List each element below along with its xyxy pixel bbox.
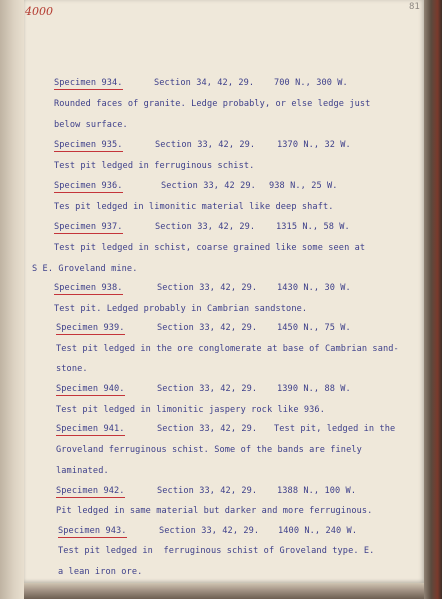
section-ref: Section 33, 42, 29.	[155, 140, 256, 150]
handwritten-page-number: 4000	[25, 5, 53, 18]
coordinates: 700 N., 300 W.	[274, 78, 348, 88]
specimen-label: Specimen 940.	[56, 384, 125, 394]
binding-edge	[424, 0, 442, 599]
coordinates: 1400 N., 240 W.	[278, 526, 358, 536]
section-ref: Section 33, 42, 29.	[157, 486, 258, 496]
entry-text: laminated.	[56, 466, 109, 476]
entry-text: Test pit ledged in ferruginous schist.	[54, 161, 255, 171]
previous-page-edge	[0, 0, 25, 599]
coordinates: 1390 N., 88 W.	[277, 384, 351, 394]
specimen-label: Specimen 942.	[56, 486, 125, 496]
entry-text: below surface.	[54, 120, 128, 130]
specimen-label: Specimen 941.	[56, 424, 125, 434]
entry-text: Test pit ledged in ferruginous schist of Groveland type. E.	[58, 546, 375, 556]
entry-text: Test pit ledged in schist, coarse grained like some seen at	[54, 243, 366, 253]
specimen-label: Specimen 937.	[54, 222, 123, 232]
section-ref: Section 33, 42, 29.	[157, 283, 258, 293]
entry-text: Groveland ferruginous schist. Some of the bands are finely	[56, 445, 362, 455]
section-ref: Section 33, 42, 29.	[157, 323, 258, 333]
specimen-label: Specimen 939.	[56, 323, 125, 333]
section-ref: Section 33, 42, 29.	[155, 222, 256, 232]
entry-text: Test pit ledged in limonitic jaspery rock like 936.	[56, 405, 325, 415]
entry-text: a lean iron ore.	[58, 567, 143, 577]
coordinates: 1370 N., 32 W.	[277, 140, 351, 150]
section-ref: Section 33, 42 29.	[161, 181, 256, 191]
entry-text: S E. Groveland mine.	[32, 264, 138, 274]
coordinates: 938 N., 25 W.	[269, 181, 338, 191]
section-ref: Section 33, 42, 29.	[157, 424, 258, 434]
entry-text: Pit ledged in same material but darker and more ferruginous.	[56, 506, 373, 516]
entry-text: Test pit ledged in the ore conglomerate at base of Cambrian sand-	[56, 344, 399, 354]
coordinates: Test pit, ledged in the	[274, 424, 396, 434]
entry-text: Tes pit ledged in limonitic material like deep shaft.	[54, 202, 334, 212]
specimen-label: Specimen 938.	[54, 283, 123, 293]
section-ref: Section 33, 42, 29.	[159, 526, 260, 536]
section-ref: Section 34, 42, 29.	[154, 78, 255, 88]
page-bottom-edge	[24, 583, 424, 599]
entry-text: Rounded faces of granite. Ledge probably, or else ledge just	[54, 99, 371, 109]
entry-text: stone.	[56, 364, 88, 374]
coordinates: 1430 N., 30 W.	[277, 283, 351, 293]
typed-sheet	[24, 0, 424, 583]
specimen-label: Specimen 936.	[54, 181, 123, 191]
coordinates: 1315 N., 58 W.	[276, 222, 350, 232]
specimen-label: Specimen 934.	[54, 78, 123, 88]
entry-text: Test pit. Ledged probably in Cambrian sandstone.	[54, 304, 308, 314]
coordinates: 1388 N., 100 W.	[277, 486, 357, 496]
specimen-label: Specimen 935.	[54, 140, 123, 150]
specimen-label: Specimen 943.	[58, 526, 127, 536]
section-ref: Section 33, 42, 29.	[157, 384, 258, 394]
coordinates: 1450 N., 75 W.	[277, 323, 351, 333]
corner-folio-mark: 81	[409, 2, 420, 12]
